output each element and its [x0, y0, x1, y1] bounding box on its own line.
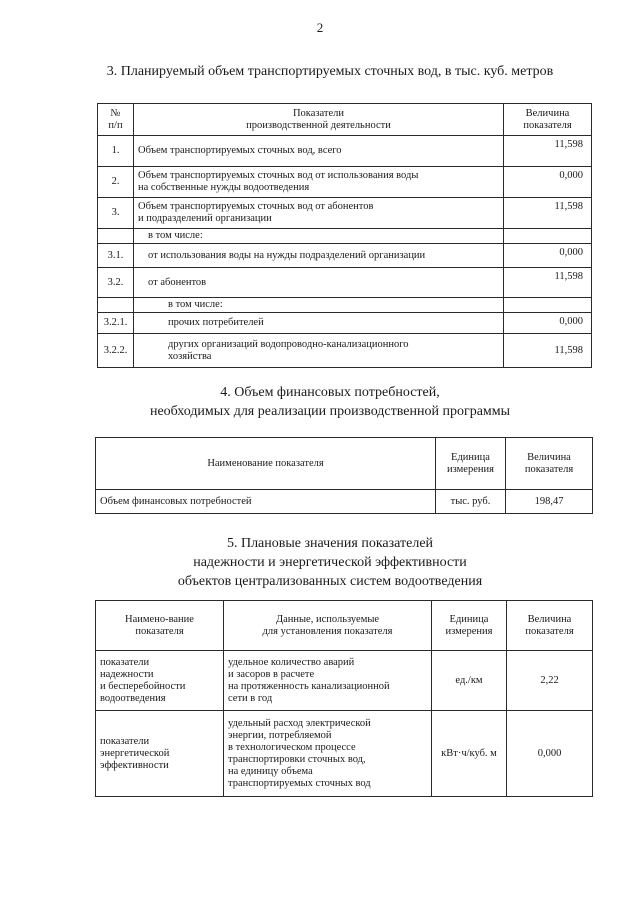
row-value: 0,000 [504, 244, 592, 268]
row-num: 3.2.1. [98, 313, 134, 334]
row-value: 11,598 [504, 334, 592, 368]
section5-table [95, 600, 593, 797]
row-name: Объем финансовых потребностей [96, 490, 436, 514]
row-value: 0,000 [507, 711, 593, 797]
header-value: Величина показателя [506, 438, 593, 490]
row-name: показатели энергетической эффективности [96, 711, 224, 797]
row-value: 0,000 [504, 167, 592, 198]
row-value [504, 229, 592, 244]
row-num: 3.2. [98, 268, 134, 298]
section3-header-row [98, 104, 592, 136]
row-num: 3. [98, 198, 134, 229]
row-label: в том числе: [134, 298, 504, 313]
table-row [98, 244, 592, 268]
row-label: других организаций водопроводно-канализационного хозяйства [134, 334, 504, 368]
section4-table [95, 437, 593, 514]
row-value: 2,22 [507, 651, 593, 711]
row-num: 1. [98, 136, 134, 167]
row-num: 2. [98, 167, 134, 198]
row-num: 3.2.2. [98, 334, 134, 368]
header-value: Величина показателя [504, 104, 592, 136]
header-indicator: Показатели производственной деятельности [134, 104, 504, 136]
row-label: прочих потребителей [134, 313, 504, 334]
row-num [98, 229, 134, 244]
table-row [96, 651, 593, 711]
section3-table [97, 103, 592, 368]
section3-title: 3. Планируемый объем транспортируемых сточных вод, в тыс. куб. метров [106, 64, 554, 79]
row-num [98, 298, 134, 313]
header-unit: Единица измерения [432, 601, 507, 651]
row-value: 11,598 [504, 198, 592, 229]
row-label: от использования воды на нужды подразделений организации [134, 244, 504, 268]
row-value: 11,598 [504, 268, 592, 298]
row-label: в том числе: [134, 229, 504, 244]
section5-header-row [96, 601, 593, 651]
header-unit: Единица измерения [436, 438, 506, 490]
table-row [98, 229, 592, 244]
row-unit: ед./км [432, 651, 507, 711]
row-value: 11,598 [504, 136, 592, 167]
row-unit: кВт·ч/куб. м [432, 711, 507, 797]
header-num: № п/п [98, 104, 134, 136]
table-row [98, 334, 592, 368]
section4-title: 4. Объем финансовых потребностей, необходимых для реализации производственной программы [149, 385, 511, 419]
header-name: Наименование показателя [96, 438, 436, 490]
row-name: показатели надежности и бесперебойности водоотведения [96, 651, 224, 711]
table-row [98, 167, 592, 198]
table-row [98, 298, 592, 313]
table-row [96, 490, 593, 514]
table-row [96, 711, 593, 797]
table-row [98, 313, 592, 334]
table-row [98, 198, 592, 229]
row-label: Объем транспортируемых сточных вод от использования воды на собственные нужды водоотведения [134, 167, 504, 198]
row-unit: тыс. руб. [436, 490, 506, 514]
row-data: удельное количество аварий и засоров в расчете на протяженность канализационной сети в год [224, 651, 432, 711]
row-label: от абонентов [134, 268, 504, 298]
page-number: 2 [316, 20, 324, 35]
section4-header-row [96, 438, 593, 490]
row-value [504, 298, 592, 313]
table-row [98, 136, 592, 167]
row-label: Объем транспортируемых сточных вод, всего [134, 136, 504, 167]
header-value: Величина показателя [507, 601, 593, 651]
row-label: Объем транспортируемых сточных вод от абонентов и подразделений организации [134, 198, 504, 229]
row-value: 0,000 [504, 313, 592, 334]
header-data: Данные, используемые для установления показателя [224, 601, 432, 651]
row-value: 198,47 [506, 490, 593, 514]
section5-title: 5. Плановые значения показателей надежности и энергетической эффективности объектов централизованных систем водоотведения [177, 536, 483, 589]
row-data: удельный расход электрической энергии, потребляемой в технологическом процессе транспортировки сточных вод, на единицу объема транспортируемых сточных вод [224, 711, 432, 797]
row-num: 3.1. [98, 244, 134, 268]
header-name: Наимено-вание показателя [96, 601, 224, 651]
table-row [98, 268, 592, 298]
